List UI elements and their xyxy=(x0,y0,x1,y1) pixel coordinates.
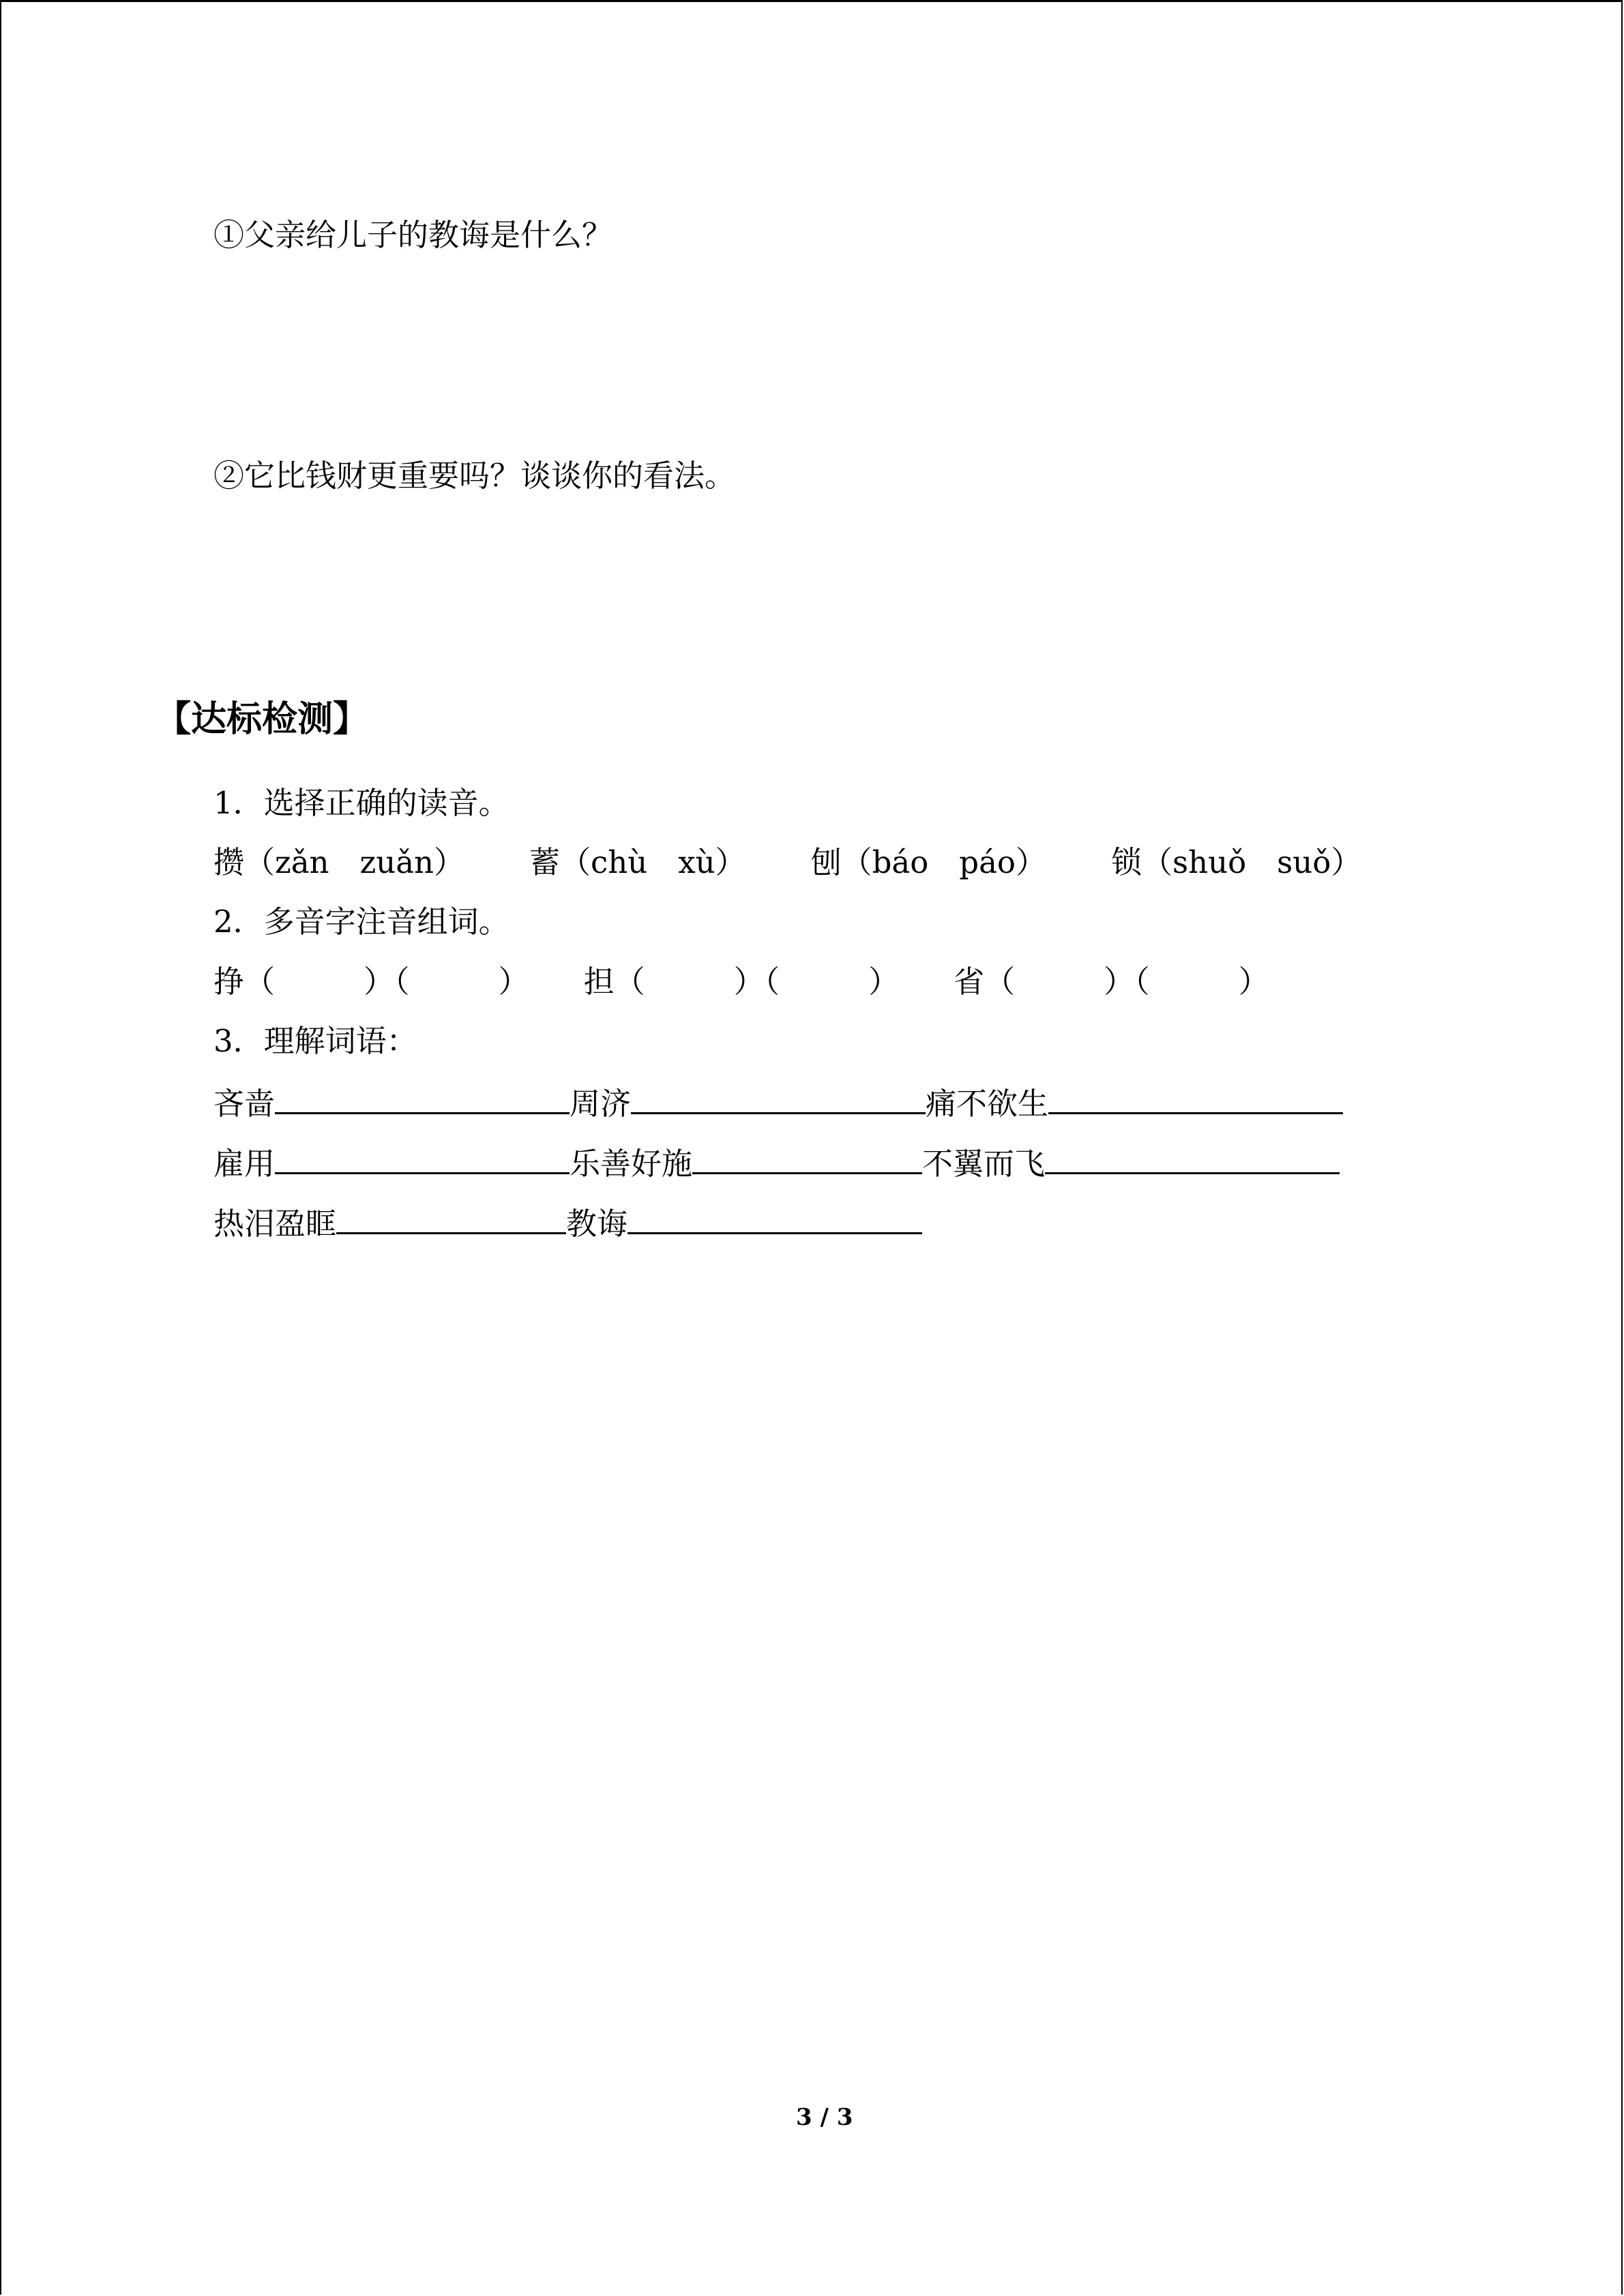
task-1-title: 1．选择正确的读音。 xyxy=(213,785,510,821)
answer-blank[interactable] xyxy=(275,1081,570,1114)
vocab-word: 热泪盈眶 xyxy=(213,1206,337,1242)
task-3-title: 3．理解词语： xyxy=(213,1023,417,1059)
pinyin-option: 蓄（chù xù） xyxy=(529,844,746,880)
answer-blank[interactable] xyxy=(631,1081,926,1114)
answer-blank[interactable] xyxy=(1048,1081,1343,1114)
vocab-word: 痛不欲生 xyxy=(926,1086,1049,1122)
polyphone-char: 挣 xyxy=(213,964,245,1000)
task-1-options xyxy=(213,842,1361,883)
pinyin-option: 锁（shuǒ suǒ） xyxy=(1111,844,1362,880)
answer-blank[interactable] xyxy=(692,1141,922,1174)
vocab-word: 不翼而飞 xyxy=(922,1146,1046,1182)
task-2-title: 2．多音字注音组词。 xyxy=(213,904,510,940)
answer-blank[interactable] xyxy=(336,1201,566,1234)
vocab-row-1 xyxy=(213,1081,1343,1124)
question-1: ①父亲给儿子的教诲是什么？ xyxy=(213,217,613,253)
pinyin-option: 刨（báo páo） xyxy=(810,844,1047,880)
vocab-word: 雇用 xyxy=(213,1146,276,1182)
answer-blank[interactable] xyxy=(1045,1141,1340,1174)
answer-blank[interactable] xyxy=(628,1201,922,1234)
polyphone-char: 担 xyxy=(583,964,615,1000)
vocab-row-3 xyxy=(213,1201,922,1244)
vocab-word: 乐善好施 xyxy=(570,1146,693,1182)
vocab-word: 教诲 xyxy=(566,1206,628,1242)
pinyin-option: 攒（zǎn zuǎn） xyxy=(213,844,465,880)
polyphone-char: 省 xyxy=(954,964,985,1000)
page-number: 3 / 3 xyxy=(796,2104,853,2131)
question-2: ②它比钱财更重要吗？谈谈你的看法。 xyxy=(213,458,736,494)
vocab-word: 周济 xyxy=(570,1086,632,1122)
vocab-word: 吝啬 xyxy=(213,1086,276,1122)
task-2-items: 挣（ ）（ ） 担（ ）（ ） 省（ ）（ ） xyxy=(213,964,1269,1000)
section-heading: 【达标检测】 xyxy=(156,698,369,740)
answer-blank[interactable] xyxy=(275,1141,570,1174)
vocab-row-2 xyxy=(213,1141,1340,1184)
